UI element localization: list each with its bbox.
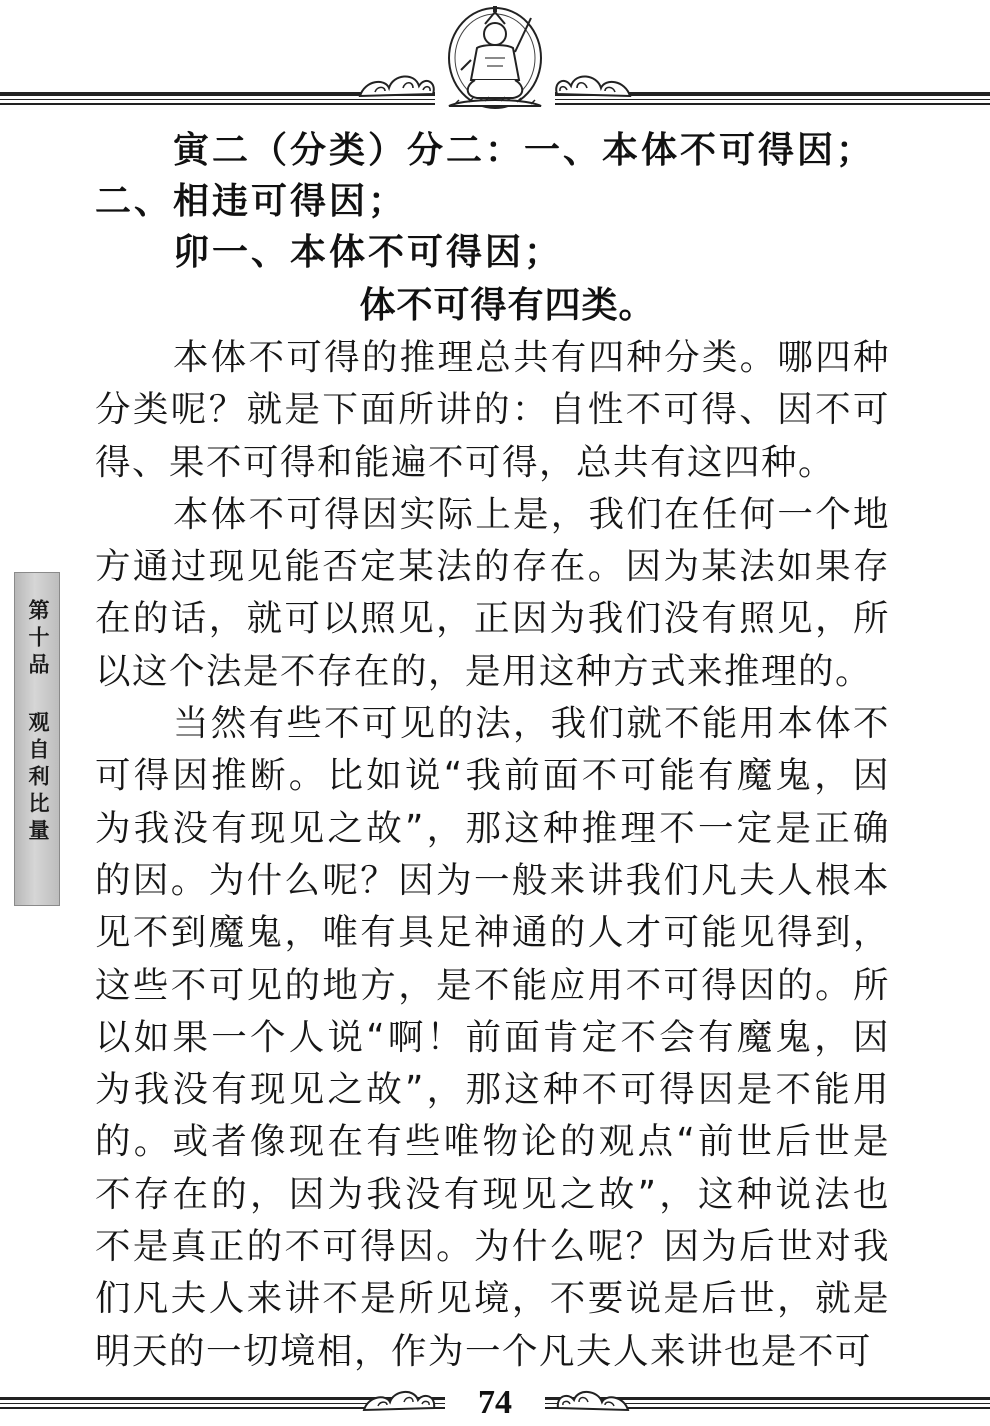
section-heading: 寅二（分类）分二：一、本体不可得因；二、相违可得因； <box>95 129 876 222</box>
body-paragraph: 当然有些不可见的法，我们就不能用本体不可得因推断。比如说“我前面不可能有魔鬼，因为我没有现见之故”，那这种推理不一定是正确的因。为什么呢？因为一般来讲我们凡夫人根本见不到魔鬼，唯有具足神通的人才可能见得到，这些不可见的地方，是不能应用不可得因的。所以如果一个人说“啊！前面肯定不会有魔鬼，因为我没有现见之故”，那这种不可得因是不能用的。或者像现在有些唯物论的观点“前世后世是不存在的，因为我没有现见之故”，这种说法也不是真正的不可得因。为什么呢？因为后世对我们凡夫人来讲不是所见境，不要说是后世，就是明天的一切境相，作为一个凡夫人来讲也是不可 <box>95 703 890 1372</box>
body-paragraph: 本体不可得因实际上是，我们在任何一个地方通过现见能否定某法的存在。因为某法如果存在的话，就可以照见，正因为我们没有照见，所以这个法是不存在的，是用这种方式来推理的。 <box>95 493 890 692</box>
body-paragraph: 本体不可得的推理总共有四种分类。哪四种分类呢？就是下面所讲的：自性不可得、因不可得、果不可得和能遍不可得，总共有这四种。 <box>95 337 890 483</box>
page-number: 74 <box>445 1383 545 1423</box>
chapter-side-tab <box>14 572 60 906</box>
verse-title: 体不可得有四类。 <box>359 285 656 326</box>
cloud-ornament-icon <box>360 1384 440 1414</box>
cloud-ornament-icon <box>550 66 635 104</box>
page-content <box>95 125 890 1378</box>
cloud-ornament-icon <box>552 1384 632 1414</box>
cloud-ornament-icon <box>355 66 440 104</box>
chapter-side-label: 第十品 观自利比量 <box>26 599 51 846</box>
subsection-heading: 卯一、本体不可得因； <box>173 231 564 273</box>
deity-figure-icon <box>435 0 555 112</box>
